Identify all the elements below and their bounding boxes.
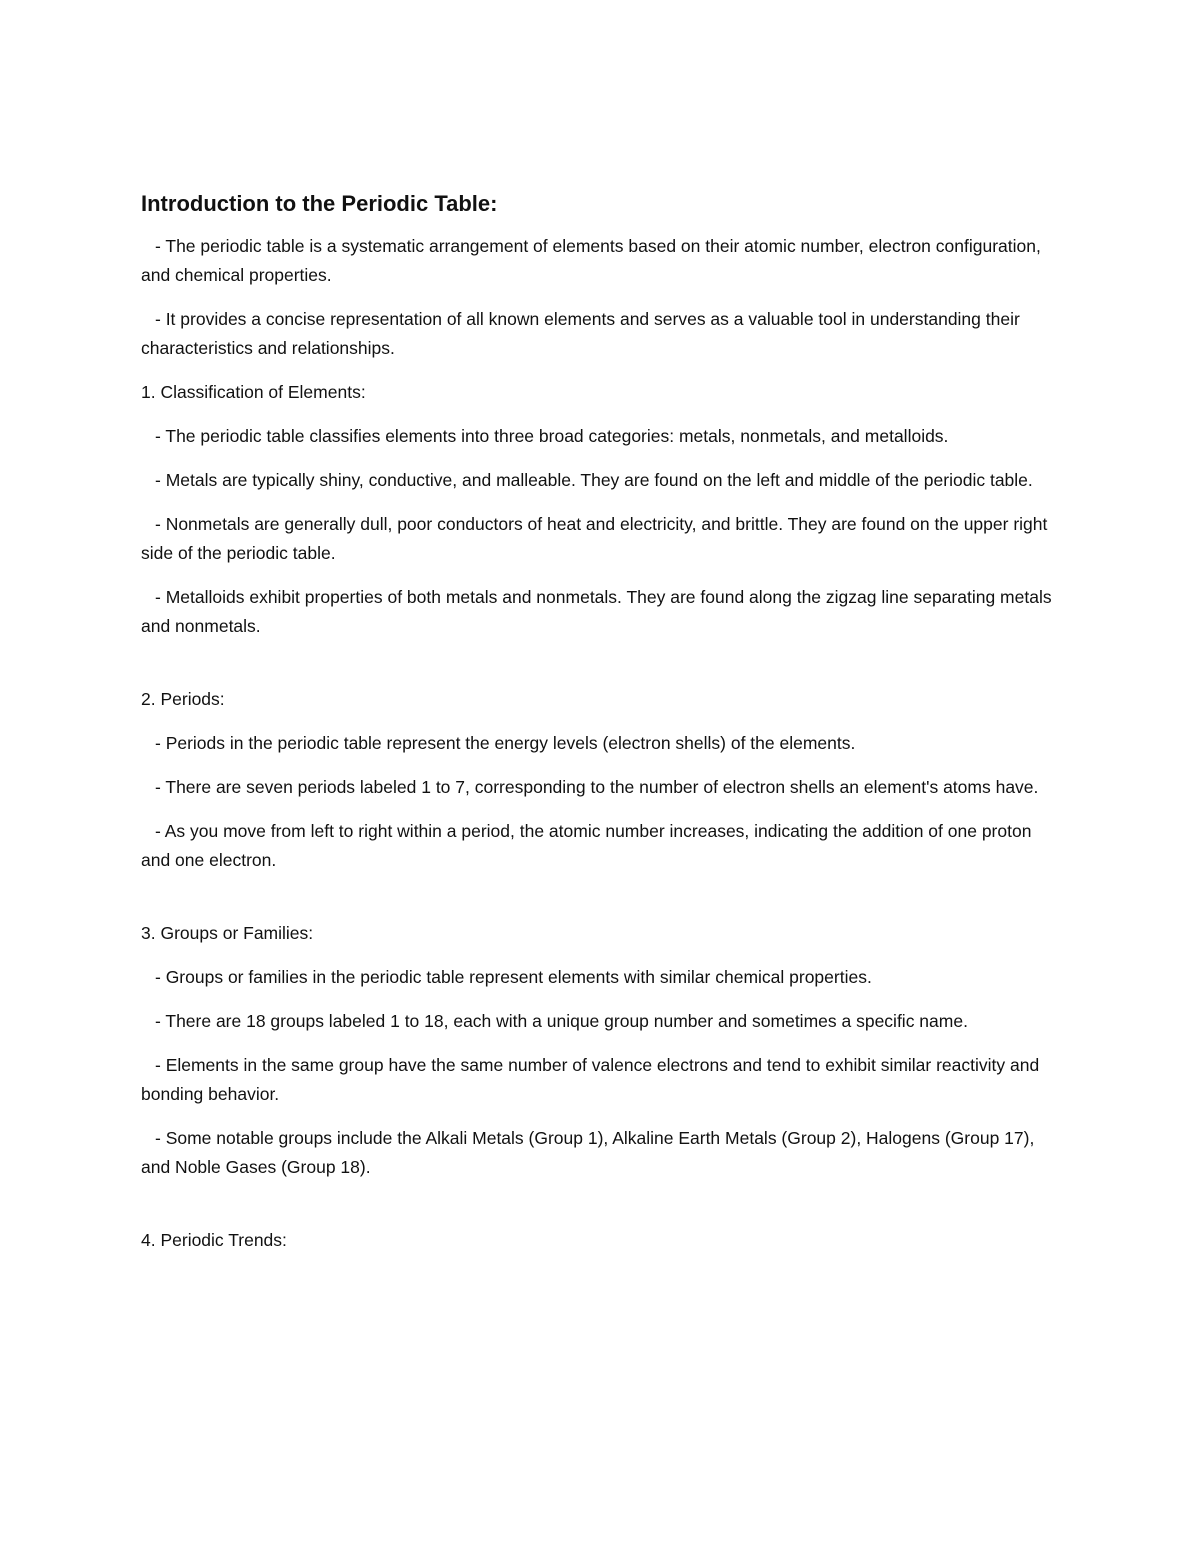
bullet-item: - Periods in the periodic table represent the energy levels (electron shells) of the elements. (155, 733, 856, 753)
section-heading-trends: 4. Periodic Trends: (141, 1230, 287, 1250)
section-heading-periods: 2. Periods: (141, 689, 225, 709)
bullet-item: - Metals are typically shiny, conductive, and malleable. They are found on the left and middle of the periodic table. (155, 470, 1033, 490)
document-title: Introduction to the Periodic Table: (141, 191, 498, 216)
bullet-item: - Elements in the same group have the same number of valence electrons and tend to exhibit similar reactivity and bonding behavior. (141, 1055, 1040, 1104)
intro-paragraph: - The periodic table is a systematic arrangement of elements based on their atomic number, electron configuration, and chemical properties. (141, 236, 1041, 285)
document-body (141, 188, 1061, 1270)
bullet-item: - Nonmetals are generally dull, poor conductors of heat and electricity, and brittle. They are found on the upper right side of the periodic table. (141, 514, 1048, 563)
intro-paragraph: - It provides a concise representation of all known elements and serves as a valuable tool in understanding their characteristics and relationships. (141, 309, 1020, 358)
bullet-item: - As you move from left to right within a period, the atomic number increases, indicating the addition of one proton and one electron. (141, 821, 1032, 870)
bullet-item: - The periodic table classifies elements into three broad categories: metals, nonmetals, and metalloids. (155, 426, 949, 446)
bullet-item: - Some notable groups include the Alkali Metals (Group 1), Alkaline Earth Metals (Group 2), Halogens (Group 17), and Noble Gases (Group 18). (141, 1128, 1035, 1177)
section-heading-groups: 3. Groups or Families: (141, 923, 314, 943)
bullet-item: - Metalloids exhibit properties of both metals and nonmetals. They are found along the zigzag line separating metals and nonmetals. (141, 587, 1052, 636)
section-heading-classification: 1. Classification of Elements: (141, 382, 366, 402)
bullet-item: - There are 18 groups labeled 1 to 18, each with a unique group number and sometimes a specific name. (155, 1011, 968, 1031)
bullet-item: - There are seven periods labeled 1 to 7, corresponding to the number of electron shells an element's atoms have. (155, 777, 1039, 797)
bullet-item: - Groups or families in the periodic table represent elements with similar chemical properties. (155, 967, 872, 987)
